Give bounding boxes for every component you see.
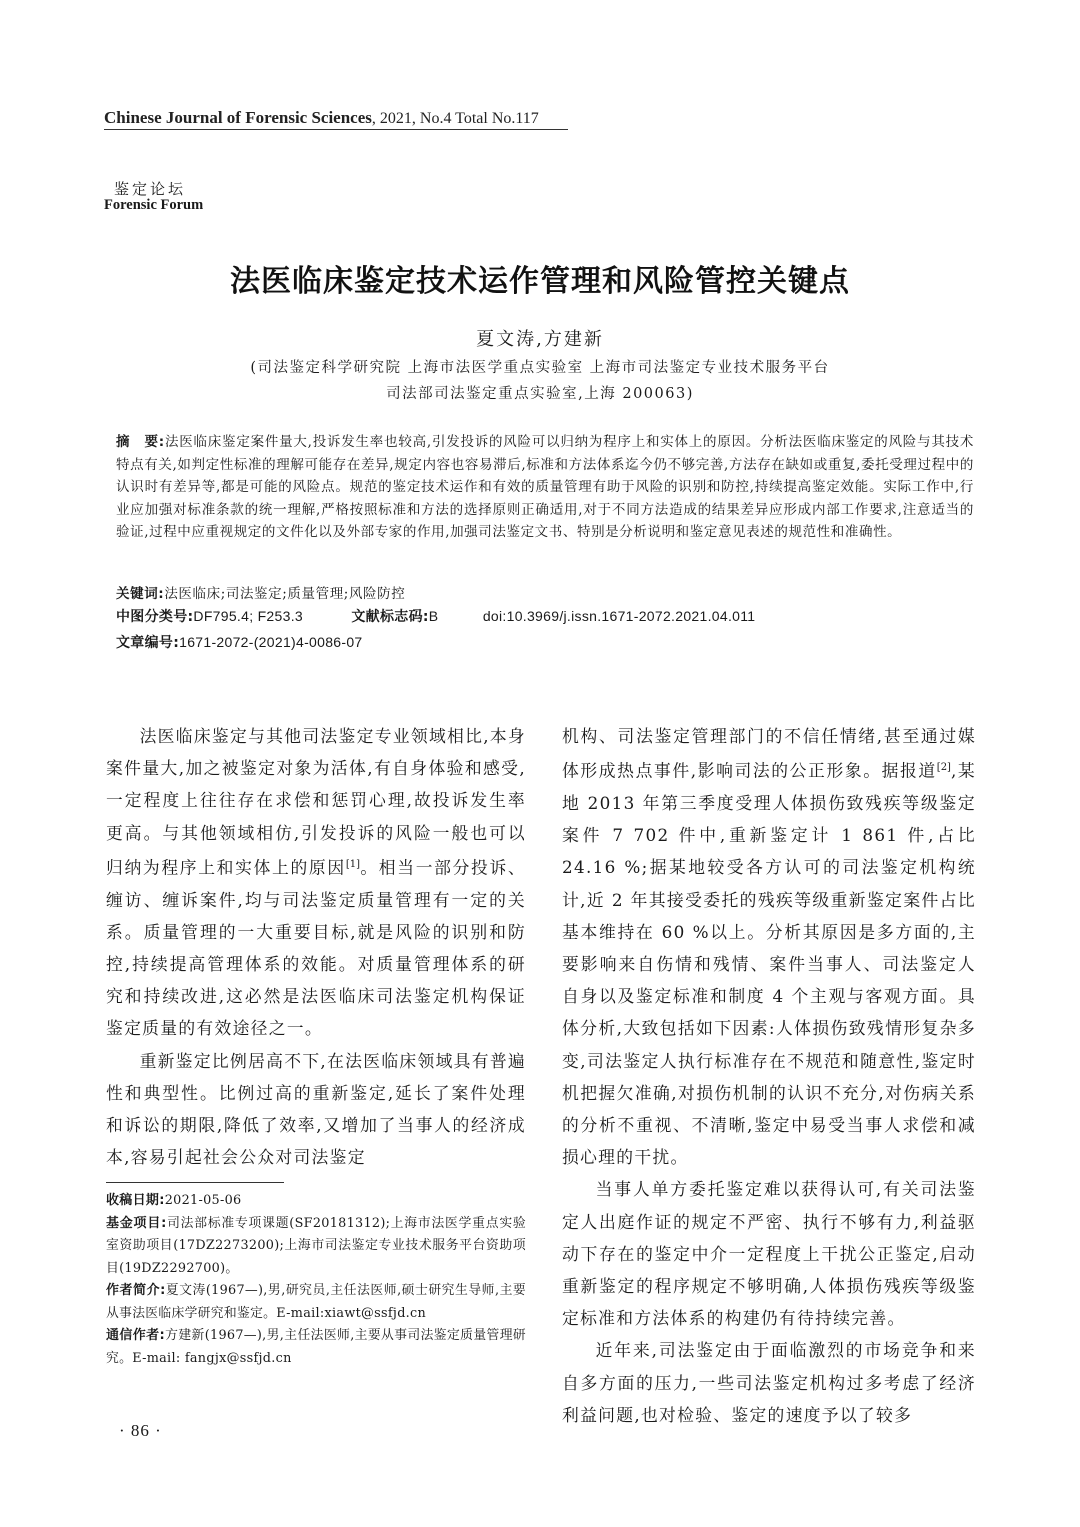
article-number-line: [116, 632, 363, 652]
paragraph-text: 法医临床鉴定与其他司法鉴定专业领域相比,本身案件量大,加之被鉴定对象为活体,有自身体验和感受,一定程度上往往存在求偿和惩罚心理,故投诉发生率更高。与其他领域相仿,引发投诉的风险一般也可以归纳为程序上和实体上的原因: [106, 726, 526, 878]
footnote-label: 作者简介:: [106, 1283, 166, 1298]
journal-issue: , 2021, No.4 Total No.117: [371, 110, 539, 127]
keywords-text: 法医临床;司法鉴定;质量管理;风险防控: [164, 586, 406, 602]
body-paragraph: 重新鉴定比例居高不下,在法医临床领域具有普遍性和典型性。比例过高的重新鉴定,延长了案件处理和诉讼的期限,降低了效率,又增加了当事人的经济成本,容易引起社会公众对司法鉴定: [106, 1050, 526, 1168]
abstract-label: 摘 要:: [116, 434, 165, 450]
footnote-label: 通信作者:: [106, 1328, 166, 1343]
document-code-value: B: [428, 608, 439, 624]
body-column-left: [106, 720, 526, 1173]
document-code-label: 文献标志码:: [351, 609, 429, 625]
journal-header: [104, 108, 574, 128]
paragraph-text: ,某地 2013 年第三季度受理人体损伤致残疾等级鉴定案件 7 702 件中,重新鉴定计 1 861 件,占比 24.16 %;据某地较受各方认可的司法鉴定机构统计,近 2 年其接受委托的残疾等级重新鉴定案件占比基本维持在 60 %以上。分析其原因是多方面的,主要影响来自伤情和残情、案件当事人、司法鉴定人自身以及鉴定标准和制度 4 个主观与客观方面。具体分析,大致包括如下因素:人体损伤致残情形复杂多变,司法鉴定人执行标准存在不规范和随意性,鉴定时机把握欠准确,对损伤机制的认识不充分,对伤病关系的分析不重视、不清晰,鉴定中易受当事人求偿和减损心理的干扰。: [562, 760, 976, 1168]
doi-value: 10.3969/j.issn.1671-2072.2021.04.011: [506, 608, 756, 624]
body-paragraph: 近年来,司法鉴定由于面临激烈的市场竞争和来自多方面的压力,一些司法鉴定机构过多考虑了经济利益问题,也对检验、鉴定的速度予以了较多: [562, 1340, 976, 1425]
article-title: 法医临床鉴定技术运作管理和风险管控关键点: [230, 264, 850, 299]
keywords: [116, 582, 405, 602]
journal-name: Chinese Journal of Forensic Sciences: [104, 108, 372, 127]
keywords-label: 关键词:: [116, 586, 165, 602]
paragraph-text: 机构、司法鉴定管理部门的不信任情绪,甚至通过媒体形成热点事件,影响司法的公正形象。据报道: [562, 726, 976, 781]
footnote-value: 方建新(1967—),男,主任法医师,主要从事司法鉴定质量管理研究。E-mail: fangjx@ssfjd.cn: [106, 1328, 526, 1366]
affiliation-line-2: 司法部司法鉴定重点实验室,上海 200063): [386, 386, 694, 402]
footnote-rule: [106, 1182, 284, 1183]
body-paragraph: 当事人单方委托鉴定难以获得认可,有关司法鉴定人出庭作证的规定不严密、执行不够有力,利益驱动下存在的鉴定中介一定程度上干扰公正鉴定,启动重新鉴定的程序规定不够明确,人体损伤残疾等级鉴定标准和方法体系的构建仍有待持续完善。: [562, 1179, 976, 1329]
abstract-text: 法医临床鉴定案件量大,投诉发生率也较高,引发投诉的风险可以归纳为程序上和实体上的原因。分析法医临床鉴定的风险与其技术特点有关,如判定性标准的理解可能存在差异,规定内容也容易滞后,标准和方法体系迄今仍不够完善,方法存在缺如或重复,委托受理过程中的认识时有差异等,都是可能的风险点。规范的鉴定技术运作和有效的质量管理有助于风险的识别和防控,持续提高鉴定效能。实际工作中,行业应加强对标准条款的统一理解,严格按照标准和方法的选择原则正确适用,对于不同方法造成的结果差异应形成内部工作要求,注意适当的验证,过程中应重视规定的文件化以及外部专家的作用,加强司法鉴定文书、特别是分析说明和鉴定意见表述的规范性和准确性。: [116, 434, 974, 540]
paragraph-text: 。相当一部分投诉、缠访、缠诉案件,均与司法鉴定质量管理有一定的关系。质量管理的一大重要目标,就是风险的识别和防控,持续提高管理体系的效能。对质量管理体系的研究和持续改进,这必然是法医临床司法鉴定机构保证鉴定质量的有效途径之一。: [106, 857, 527, 1039]
doi-label: doi:: [482, 608, 507, 624]
classification-value: DF795.4; F253.3: [193, 608, 303, 624]
footnote-corresponding: [106, 1325, 526, 1370]
footnote-fund: [106, 1213, 526, 1281]
body-paragraph: [562, 720, 976, 1173]
footnote-value: 夏文涛(1967—),男,研究员,主任法医师,硕士研究生导师,主要从事法医临床学研究和鉴定。E-mail:xiawt@ssfjd.cn: [106, 1283, 527, 1321]
footnote-author: [106, 1280, 526, 1325]
section-label-en: Forensic Forum: [104, 197, 204, 213]
citation-ref: [2]: [936, 762, 951, 774]
affiliation-line-1: (司法鉴定科学研究院 上海市法医学重点实验室 上海市司法鉴定专业技术服务平台: [250, 360, 830, 376]
classification-line: [116, 606, 755, 626]
footnote-value: 2021-05-06: [164, 1193, 242, 1208]
body-column-right: [562, 720, 976, 1431]
article-number-label: 文章编号:: [116, 635, 180, 651]
footnote-value: 司法部标准专项课题(SF20181312);上海市法医学重点实验室资助项目(17DZ2273200);上海市司法鉴定专业技术服务平台资助项目(19DZ2292700)。: [106, 1215, 526, 1276]
footnotes: [106, 1190, 526, 1370]
abstract: [116, 431, 974, 544]
footnote-label: 基金项目:: [106, 1215, 167, 1231]
classification-label: 中图分类号:: [116, 609, 194, 625]
header-rule: [104, 129, 568, 130]
authors: 夏文涛,方建新: [476, 329, 604, 350]
footnote-received: [106, 1190, 526, 1213]
footnote-label: 收稿日期:: [106, 1193, 165, 1208]
citation-ref: [1]: [345, 858, 360, 870]
body-paragraph: [106, 720, 526, 1045]
page-number: · 86 ·: [119, 1421, 162, 1440]
article-number-value: 1671-2072-(2021)4-0086-07: [179, 634, 363, 650]
section-label-cn: 鉴定论坛: [114, 180, 187, 198]
